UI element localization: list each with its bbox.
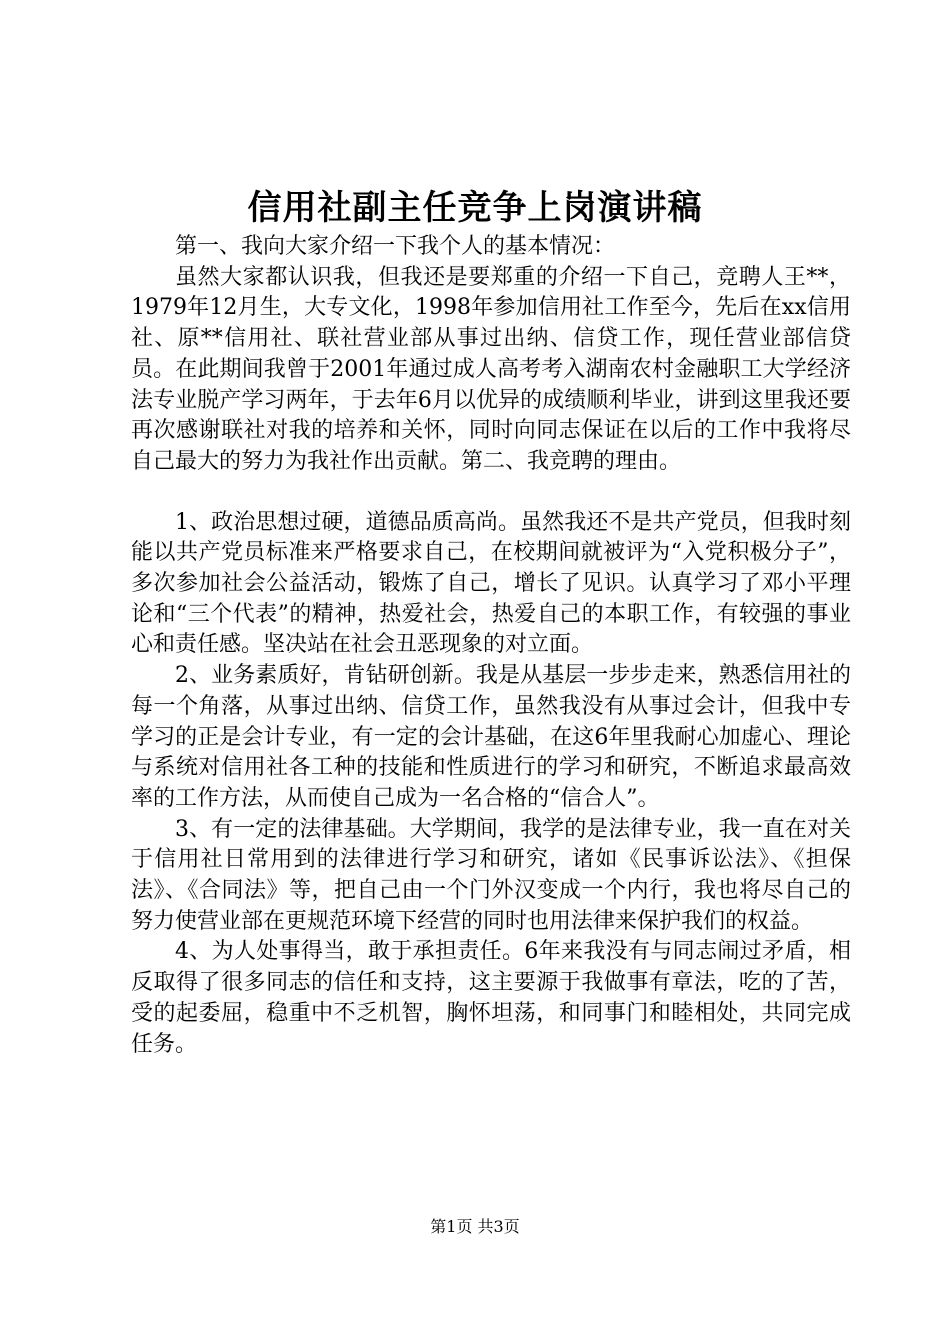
paragraph-intro-heading: 第一、我向大家介绍一下我个人的基本情况：	[175, 234, 616, 259]
paragraph-reason-4: 4、为人处事得当，敢于承担责任。6年来我没有与同志闹过矛盾，相反取得了很多同志的信任和支持，这主要源于我做事有章法，吃的了苦，受的起委屈，稳重中不乏机智，胸怀坦荡，和同事门和睦相处，共同完成任务。	[131, 939, 851, 1057]
document-body	[131, 232, 851, 1060]
paragraph-reason-2: 2、业务素质好，肯钻研创新。我是从基层一步步走来，熟悉信用社的每一个角落，从事过出纳、信贷工作，虽然我没有从事过会计，但我中专学习的正是会计专业，有一定的会计基础，在这6年里我耐心加虚心、理论与系统对信用社各工种的技能和性质进行的学习和研究，不断追求最高效率的工作方法，从而使自己成为一名合格的“信合人”。	[131, 663, 851, 811]
paragraph-reason-1: 1、政治思想过硬，道德品质高尚。虽然我还不是共产党员，但我时刻能以共产党员标准来严格要求自己，在校期间就被评为“入党积极分子”，多次参加社会公益活动，锻炼了自己，增长了见识。认真学习了邓小平理论和“三个代表”的精神，热爱社会，热爱自己的本职工作，有较强的事业心和责任感。坚决站在社会丑恶现象的对立面。	[131, 509, 851, 658]
paragraph-personal-info: 虽然大家都认识我，但我还是要郑重的介绍一下自己，竞聘人王**，1979年12月生，大专文化，1998年参加信用社工作至今，先后在xx信用社、原**信用社、联社营业部从事过出纳、信贷工作，现任营业部信贷员。在此期间我曾于2001年通过成人高考考入湖南农村金融职工大学经济法专业脱产学习两年，于去年6月以优异的成绩顺利毕业，讲到这里我还要再次感谢联社对我的培养和关怀，同时向同志保证在以后的工作中我将尽自己最大的努力为我社作出贡献。第二、我竞聘的理由。	[131, 264, 851, 474]
paragraph-reason-3: 3、有一定的法律基础。大学期间，我学的是法律专业，我一直在对关于信用社日常用到的法律进行学习和研究，诸如《民事诉讼法》、《担保法》、《合同法》等，把自己由一个门外汉变成一个内行，我也将尽自己的努力使营业部在更规范环境下经营的同时也用法律来保护我们的权益。	[131, 816, 851, 934]
document-title: 信用社副主任竞争上岗演讲稿	[247, 188, 703, 228]
page-number-footer: 第1页 共3页	[430, 1217, 520, 1236]
